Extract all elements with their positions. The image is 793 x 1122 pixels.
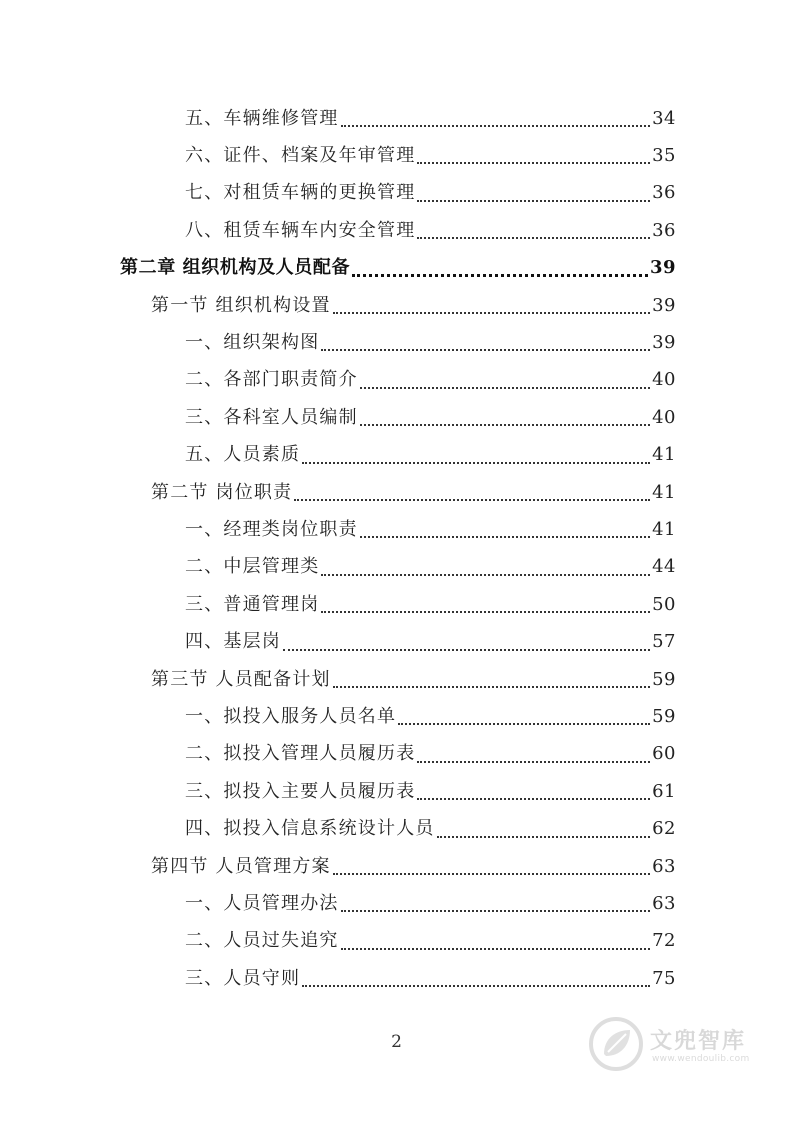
toc-page-number: 41 [652,481,676,503]
toc-entry[interactable] [151,474,676,511]
watermark-title: 文兜智库 [650,1029,747,1054]
toc-dot-leader [360,536,650,538]
toc-entry[interactable] [151,661,676,698]
toc-entry-title: 一、拟投入服务人员名单 [185,705,397,727]
toc-entry-title: 三、普通管理岗 [185,593,320,615]
toc-dot-leader [302,462,650,464]
toc-page-number: 72 [652,930,676,952]
toc-entry-title: 五、车辆维修管理 [185,107,339,129]
toc-dot-leader [321,611,650,613]
toc-dot-leader [360,387,650,389]
toc-entry[interactable] [185,100,676,137]
toc-page-number: 63 [652,892,676,914]
toc-page-number: 41 [652,518,676,540]
toc-dot-leader [417,761,650,763]
toc-entry-title: 八、租赁车辆车内安全管理 [185,219,416,241]
toc-entry[interactable] [185,811,676,848]
toc-entry-title: 第四节 人员管理方案 [151,855,331,877]
toc-entry[interactable] [185,437,676,474]
toc-entry[interactable] [185,960,676,997]
toc-page-number: 44 [652,556,676,578]
toc-dot-leader [333,873,650,875]
toc-entry[interactable] [185,885,676,922]
toc-dot-leader [341,910,650,912]
toc-page-number: 62 [652,818,676,840]
toc-dot-leader [333,686,650,688]
toc-page-number: 39 [652,331,676,353]
toc-dot-leader [321,574,650,576]
toc-page-number: 35 [652,144,676,166]
toc-entry[interactable] [185,511,676,548]
toc-page-number: 36 [652,182,676,204]
watermark [588,1014,758,1078]
toc-entry[interactable] [185,324,676,361]
toc-dot-leader [437,836,650,838]
toc-entry[interactable] [185,773,676,810]
leaf-logo-icon [588,1016,644,1072]
toc-entry[interactable] [185,212,676,249]
toc-entry-title: 一、组织架构图 [185,331,320,353]
toc-entry[interactable] [185,736,676,773]
toc-entry-title: 一、人员管理办法 [185,892,339,914]
toc-entry[interactable] [185,175,676,212]
toc-dot-leader [398,723,650,725]
toc-page-number: 34 [652,107,676,129]
toc-page-number: 36 [652,219,676,241]
toc-entry-title: 四、基层岗 [185,631,281,653]
toc-page-number: 57 [652,631,676,653]
toc-entry[interactable] [151,287,676,324]
toc-entry-title: 二、人员过失追究 [185,930,339,952]
toc-dot-leader [417,200,650,202]
toc-page-number: 75 [652,967,676,989]
toc-dot-leader [341,125,650,127]
toc-entry-title: 第二章 组织机构及人员配备 [120,257,351,279]
toc-entry[interactable] [185,399,676,436]
toc-entry-title: 三、人员守则 [185,967,301,989]
toc-dot-leader [294,499,650,501]
toc-entry-title: 第二节 岗位职责 [151,481,293,503]
toc-page-number: 41 [652,444,676,466]
toc-page-number: 50 [652,593,676,615]
toc-dot-leader [417,237,650,239]
toc-dot-leader [352,274,648,277]
toc-page-number: 59 [652,705,676,727]
toc-entry[interactable] [151,848,676,885]
toc-page-number: 40 [652,406,676,428]
toc-entry-title: 五、人员素质 [185,444,301,466]
toc-entry-title: 一、经理类岗位职责 [185,518,358,540]
toc-entry[interactable] [185,549,676,586]
toc-entry-title: 第三节 人员配备计划 [151,668,331,690]
toc-entry[interactable] [185,923,676,960]
toc-page-number: 61 [652,780,676,802]
toc-page-number: 39 [649,257,676,279]
toc-entry-title: 六、证件、档案及年审管理 [185,144,416,166]
toc-page-number: 59 [652,668,676,690]
toc-entry-title: 三、各科室人员编制 [185,406,358,428]
toc-dot-leader [321,349,650,351]
toc-entry[interactable] [120,250,676,287]
toc-entry[interactable] [185,362,676,399]
toc-dot-leader [302,985,650,987]
toc-entry-title: 第一节 组织机构设置 [151,294,331,316]
watermark-url: www.wendoulib.com [652,1054,750,1064]
toc-entry-title: 二、各部门职责简介 [185,369,358,391]
toc-dot-leader [417,798,650,800]
toc-dot-leader [417,162,650,164]
toc-page-number: 40 [652,369,676,391]
toc-dot-leader [333,312,650,314]
toc-entry-title: 二、中层管理类 [185,556,320,578]
toc-entry-title: 七、对租赁车辆的更换管理 [185,182,416,204]
toc-entry[interactable] [185,586,676,623]
toc-entry[interactable] [185,137,676,174]
toc-dot-leader [341,948,650,950]
toc-page-number: 39 [652,294,676,316]
page-number: 2 [391,1032,402,1052]
toc-entry-title: 四、拟投入信息系统设计人员 [185,818,435,840]
toc-page-number: 63 [652,855,676,877]
toc-entry-title: 二、拟投入管理人员履历表 [185,743,416,765]
toc-dot-leader [283,649,650,651]
toc-page-number: 60 [652,743,676,765]
toc-entry[interactable] [185,698,676,735]
toc-dot-leader [360,424,650,426]
toc-entry-title: 三、拟投入主要人员履历表 [185,780,416,802]
toc-entry[interactable] [185,624,676,661]
